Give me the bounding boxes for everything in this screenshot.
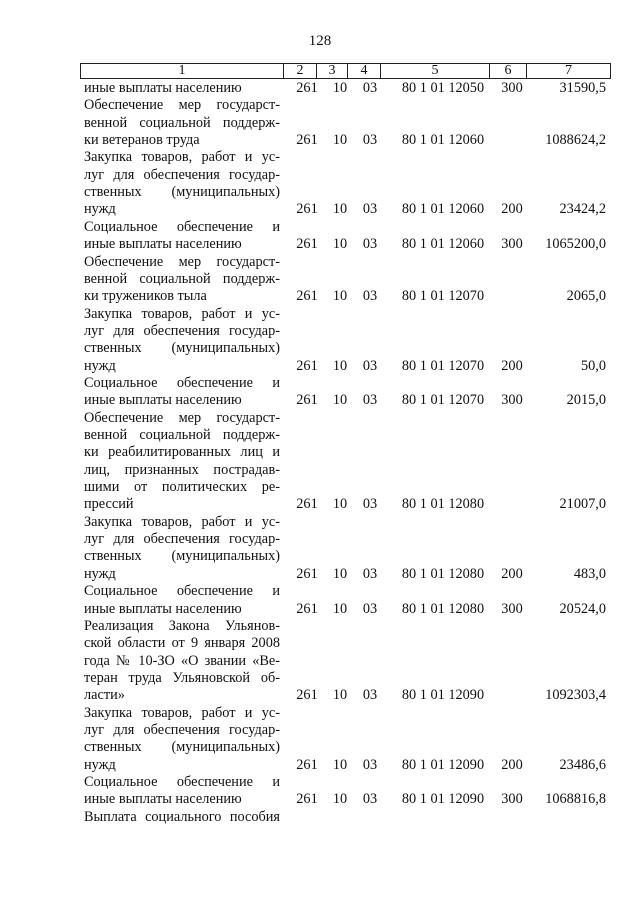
cell-amount: 21007,0 — [559, 496, 606, 513]
cell-section: 10 — [332, 756, 348, 773]
row-description: ки ветеранов труда — [84, 132, 200, 149]
cell-amount: 2015,0 — [566, 392, 606, 409]
row-description: Социальное обеспечение и — [84, 218, 280, 235]
table-line — [0, 531, 640, 548]
cell-target-article: 80 1 01 12090 — [401, 791, 485, 808]
table-line — [0, 583, 640, 600]
cell-target-article: 80 1 01 12060 — [401, 236, 485, 253]
table-line — [0, 392, 640, 409]
cell-section: 10 — [332, 357, 348, 374]
table-line — [0, 410, 640, 427]
row-description: ственных (муниципальных) — [84, 739, 280, 756]
cell-amount: 23424,2 — [559, 201, 606, 218]
row-description: луг для обеспечения государ- — [84, 531, 280, 548]
cell-section: 10 — [332, 687, 348, 704]
row-description: Закупка товаров, работ и ус- — [84, 305, 280, 322]
cell-section: 10 — [332, 565, 348, 582]
cell-target-article: 80 1 01 12090 — [401, 687, 485, 704]
table-line — [0, 653, 640, 670]
cell-subsection: 03 — [362, 496, 378, 513]
cell-admin-code: 261 — [296, 496, 318, 513]
table-line — [0, 479, 640, 496]
table-line — [0, 722, 640, 739]
table-line — [0, 809, 640, 826]
cell-expense-type: 200 — [501, 756, 523, 773]
table-line — [0, 618, 640, 635]
cell-amount: 2065,0 — [566, 288, 606, 305]
table-line — [0, 167, 640, 184]
table-line — [0, 757, 640, 774]
cell-subsection: 03 — [362, 565, 378, 582]
cell-target-article: 80 1 01 12060 — [401, 132, 485, 149]
table-line — [0, 705, 640, 722]
cell-target-article: 80 1 01 12070 — [401, 392, 485, 409]
table-line — [0, 149, 640, 166]
cell-subsection: 03 — [362, 756, 378, 773]
cell-subsection: 03 — [362, 600, 378, 617]
table-line — [0, 184, 640, 201]
row-description: Реализация Закона Ульянов- — [84, 617, 280, 634]
cell-amount: 483,0 — [573, 565, 606, 582]
row-description: иные выплаты населению — [84, 791, 242, 808]
table-line — [0, 288, 640, 305]
row-description: нужд — [84, 357, 116, 374]
cell-subsection: 03 — [362, 687, 378, 704]
row-description: луг для обеспечения государ- — [84, 322, 280, 339]
cell-section: 10 — [332, 132, 348, 149]
cell-expense-type: 200 — [501, 201, 523, 218]
cell-target-article: 80 1 01 12070 — [401, 357, 485, 374]
row-description: иные выплаты населению — [84, 600, 242, 617]
row-description: Обеспечение мер государст- — [84, 409, 280, 426]
cell-admin-code: 261 — [296, 687, 318, 704]
header-col-1: 1 — [178, 63, 186, 78]
table-line — [0, 548, 640, 565]
table-line — [0, 306, 640, 323]
table-line — [0, 514, 640, 531]
cell-subsection: 03 — [362, 288, 378, 305]
row-description: луг для обеспечения государ- — [84, 721, 280, 738]
cell-admin-code: 261 — [296, 392, 318, 409]
row-description: ской области от 9 января 2008 — [84, 635, 280, 652]
cell-amount: 1068816,8 — [545, 791, 606, 808]
row-description: Обеспечение мер государст- — [84, 97, 280, 114]
row-description: иные выплаты населению — [84, 80, 242, 96]
cell-target-article: 80 1 01 12060 — [401, 201, 485, 218]
table-line — [0, 271, 640, 288]
cell-section: 10 — [332, 201, 348, 218]
cell-expense-type: 300 — [501, 791, 523, 808]
table-line — [0, 97, 640, 114]
cell-target-article: 80 1 01 12070 — [401, 288, 485, 305]
cell-admin-code: 261 — [296, 80, 318, 96]
table-line — [0, 132, 640, 149]
table-line — [0, 236, 640, 253]
cell-expense-type: 300 — [501, 236, 523, 253]
table-line — [0, 739, 640, 756]
cell-amount: 23486,6 — [559, 756, 606, 773]
table-line — [0, 340, 640, 357]
header-col-3: 3 — [328, 63, 336, 78]
cell-expense-type: 300 — [501, 600, 523, 617]
row-description: ственных (муниципальных) — [84, 340, 280, 357]
cell-section: 10 — [332, 600, 348, 617]
row-description: шими от политических ре- — [84, 479, 280, 496]
row-description: нужд — [84, 201, 116, 218]
cell-admin-code: 261 — [296, 201, 318, 218]
table-line — [0, 219, 640, 236]
cell-target-article: 80 1 01 12080 — [401, 496, 485, 513]
cell-target-article: 80 1 01 12050 — [401, 80, 485, 96]
table-line — [0, 670, 640, 687]
table-line — [0, 80, 640, 97]
cell-admin-code: 261 — [296, 132, 318, 149]
row-description: венной социальной поддерж- — [84, 427, 280, 443]
cell-admin-code: 261 — [296, 756, 318, 773]
cell-amount: 1088624,2 — [545, 132, 606, 149]
cell-amount: 31590,5 — [559, 80, 606, 96]
cell-amount: 50,0 — [580, 357, 606, 374]
row-description: ственных (муниципальных) — [84, 548, 280, 565]
row-description: луг для обеспечения государ- — [84, 166, 280, 183]
table-line — [0, 635, 640, 652]
cell-amount: 20524,0 — [559, 600, 606, 617]
cell-admin-code: 261 — [296, 236, 318, 253]
table-line — [0, 201, 640, 218]
row-description: иные выплаты населению — [84, 236, 242, 253]
cell-admin-code: 261 — [296, 565, 318, 582]
cell-subsection: 03 — [362, 80, 378, 96]
row-description: иные выплаты населению — [84, 392, 242, 409]
cell-section: 10 — [332, 791, 348, 808]
cell-subsection: 03 — [362, 201, 378, 218]
row-description: лиц, признанных пострадав- — [84, 461, 280, 478]
cell-expense-type: 200 — [501, 357, 523, 374]
cell-amount: 1092303,4 — [545, 687, 606, 704]
row-description: Социальное обеспечение и — [84, 774, 280, 790]
cell-admin-code: 261 — [296, 288, 318, 305]
table-header-row — [80, 63, 611, 79]
table-line — [0, 462, 640, 479]
cell-expense-type: 300 — [501, 80, 523, 96]
row-description: теран труда Ульяновской об- — [84, 669, 280, 686]
cell-expense-type: 300 — [501, 392, 523, 409]
row-description: венной социальной поддерж- — [84, 270, 280, 287]
cell-amount: 1065200,0 — [545, 236, 606, 253]
row-description: ки реабилитированных лиц и — [84, 444, 280, 461]
row-description: Выплата социального пособия — [84, 808, 280, 825]
header-col-2: 2 — [296, 63, 304, 78]
cell-section: 10 — [332, 496, 348, 513]
row-description: Закупка товаров, работ и ус- — [84, 513, 280, 530]
table-line — [0, 323, 640, 340]
row-description: Закупка товаров, работ и ус- — [84, 149, 280, 166]
row-description: ласти» — [84, 687, 125, 704]
table-line — [0, 375, 640, 392]
header-col-7: 7 — [565, 63, 572, 78]
cell-section: 10 — [332, 288, 348, 305]
row-description: ки тружеников тыла — [84, 288, 207, 305]
row-description: нужд — [84, 756, 116, 773]
row-description: Социальное обеспечение и — [84, 583, 280, 600]
table-line — [0, 496, 640, 513]
row-description: венной социальной поддерж- — [84, 114, 280, 131]
table-line — [0, 566, 640, 583]
cell-section: 10 — [332, 392, 348, 409]
table-line — [0, 358, 640, 375]
table-line — [0, 115, 640, 132]
table-line — [0, 774, 640, 791]
cell-admin-code: 261 — [296, 600, 318, 617]
table-line — [0, 601, 640, 618]
table-line — [0, 444, 640, 461]
table-line — [0, 687, 640, 704]
row-description: нужд — [84, 565, 116, 582]
cell-subsection: 03 — [362, 791, 378, 808]
cell-target-article: 80 1 01 12090 — [401, 756, 485, 773]
row-description: ственных (муниципальных) — [84, 184, 280, 201]
cell-target-article: 80 1 01 12080 — [401, 600, 485, 617]
cell-target-article: 80 1 01 12080 — [401, 565, 485, 582]
row-description: Социальное обеспечение и — [84, 374, 280, 391]
row-description: Закупка товаров, работ и ус- — [84, 704, 280, 721]
row-description: прессий — [84, 496, 134, 513]
cell-subsection: 03 — [362, 132, 378, 149]
cell-subsection: 03 — [362, 357, 378, 374]
row-description: года № 10-ЗО «О звании «Ве- — [84, 652, 280, 669]
cell-admin-code: 261 — [296, 357, 318, 374]
cell-subsection: 03 — [362, 236, 378, 253]
cell-section: 10 — [332, 236, 348, 253]
table-line — [0, 254, 640, 271]
table-line — [0, 427, 640, 444]
cell-admin-code: 261 — [296, 791, 318, 808]
cell-expense-type: 200 — [501, 565, 523, 582]
cell-subsection: 03 — [362, 392, 378, 409]
header-col-5: 5 — [431, 63, 439, 78]
page-number: 128 — [308, 33, 332, 49]
header-col-6: 6 — [504, 63, 512, 78]
row-description: Обеспечение мер государст- — [84, 253, 280, 270]
cell-section: 10 — [332, 80, 348, 96]
table-line — [0, 791, 640, 808]
header-col-4: 4 — [360, 63, 368, 78]
